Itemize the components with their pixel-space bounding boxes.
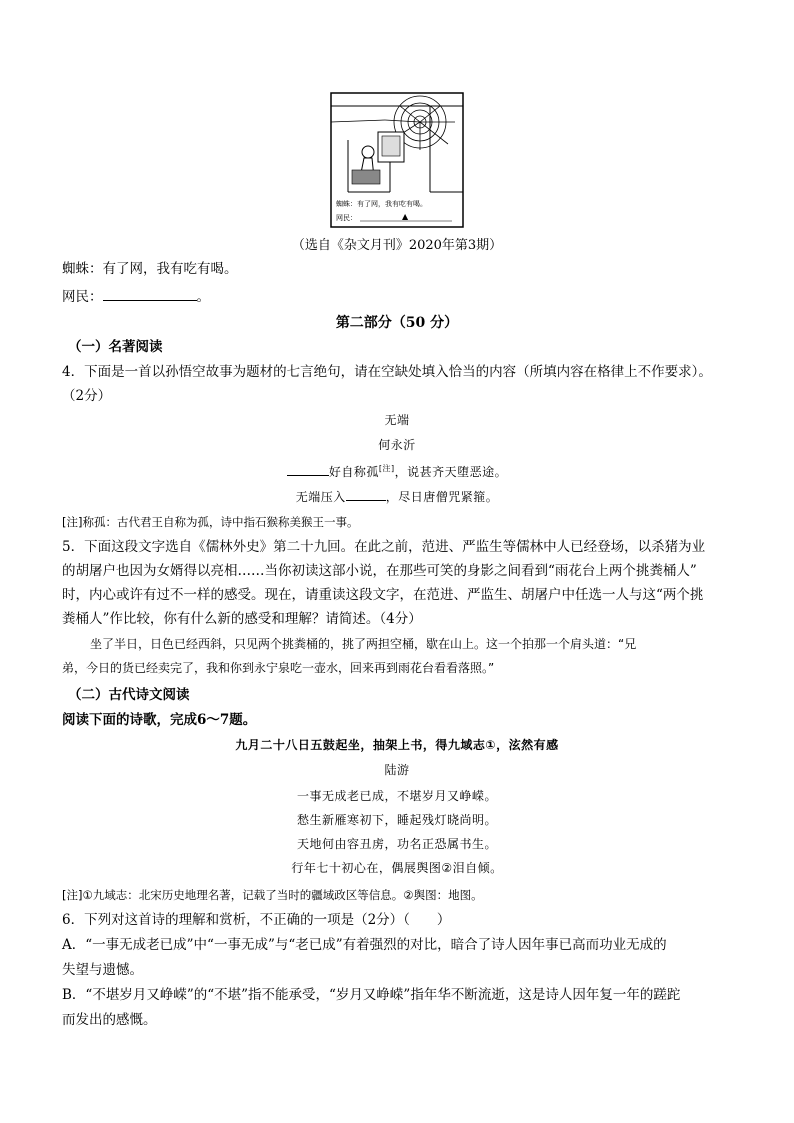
spider-line: 蜘蛛：有了网，我有吃有喝。 — [62, 261, 238, 277]
q5-line3: 时，内心或许有过不一样的感受。现在，请重读这段文字，在范进、严监生、胡屠户中任选一人与这“两个挑 — [62, 587, 704, 603]
spider-web-cartoon — [330, 92, 464, 228]
netizen-end: 。 — [196, 289, 210, 305]
poem1-line2 — [0, 486, 794, 505]
poem2-title: 九月二十八日五鼓起坐，抽架上书，得九域志①，泫然有感 — [235, 738, 559, 752]
cartoon-caption: （选自《杂文月刊》2020年第3期） — [291, 238, 503, 253]
poem2-line3: 天地何由容丑虏，功名正恐属书生。 — [296, 837, 497, 851]
poem2-line2: 愁生新雁寒初下，睡起残灯晓尚明。 — [296, 813, 497, 827]
poem1-note-mark: [注] — [378, 464, 395, 473]
quote-line1: 坐了半日，日色已经西斜，只见两个挑粪桶的，挑了两担空桶，歇在山上。这一个拍那一个肩头道：“兄 — [90, 637, 637, 651]
option-b-line2: 而发出的感慨。 — [62, 1012, 157, 1028]
section1-title: （一）名著阅读 — [68, 339, 163, 355]
poem2-line1: 一事无成老已成，不堪岁月又峥嵘。 — [296, 789, 497, 803]
netizen-label: 网民： — [62, 289, 103, 305]
poem1-line1-text: 好自称孤 — [328, 465, 379, 479]
cartoon-text-2-mark: ▲ — [402, 212, 409, 221]
note2: [注]①九域志：北宋历史地理名著，记载了当时的疆域政区等信息。②舆图：地图。 — [62, 888, 483, 902]
poem1-line1-end: ，说甚齐天堕恶途。 — [394, 465, 508, 479]
q5-line1: 5．下面这段文字选自《儒林外史》第二十九回。在此之前，范进、严监生等儒林中人已经登场，以杀猪为业 — [62, 539, 706, 555]
q6-stem: 6．下列对这首诗的理解和赏析，不正确的一项是（2分）（ ） — [62, 912, 451, 928]
section2-instruction: 阅读下面的诗歌，完成6～7题。 — [62, 712, 257, 728]
option-a-line2: 失望与遗憾。 — [62, 962, 143, 978]
note1: [注]称孤：古代君王自称为孤，诗中指石猴称美猴王一事。 — [62, 515, 359, 529]
poem1-line1 — [0, 461, 794, 480]
poem1-author: 何永沂 — [378, 438, 416, 452]
cartoon-text-2-label: 网民： — [336, 214, 357, 222]
poem1-blank1[interactable] — [287, 461, 329, 476]
poem1-line2-text: 无端压入 — [295, 490, 346, 504]
cartoon-text-1: 蜘蛛：有了网，我有吃有喝。 — [336, 200, 427, 208]
netizen-answer-blank[interactable] — [103, 286, 197, 301]
q5-line2: 的胡屠户也因为女婿得以亮相……当你初读这部小说，在那些可笑的身影之间看到“雨花台上两个挑粪桶人” — [62, 563, 697, 579]
poem1-blank2[interactable] — [346, 486, 386, 501]
q4-line1: 4．下面是一首以孙悟空故事为题材的七言绝句，请在空缺处填入恰当的内容（所填内容在格律上不作要求）。 — [62, 364, 712, 380]
option-a-line1: A．“一事无成老已成”中“一事无成”与“老已成”有着强烈的对比，暗合了诗人因年事已高而功业无成的 — [62, 937, 667, 953]
part2-title: 第二部分（50 分） — [335, 315, 459, 331]
option-b-line1: B．“不堪岁月又峥嵘”的“不堪”指不能承受，“岁月又峥嵘”指年华不断流逝，这是诗人因年复一年的蹉跎 — [62, 987, 681, 1003]
q4-line2: （2分） — [62, 388, 112, 404]
poem2-author: 陆游 — [384, 763, 410, 777]
poem1-line2-end: ，尽日唐僧咒紧箍。 — [385, 490, 499, 504]
quote-line2: 弟，今日的货已经卖完了，我和你到永宁泉吃一壶水，回来再到雨花台看看落照。” — [62, 661, 495, 675]
q5-line4: 粪桶人”作比较，你有什么新的感受和理解？请简述。（4分） — [62, 611, 422, 627]
poem1-title: 无端 — [384, 413, 410, 427]
section2-title: （二）古代诗文阅读 — [68, 687, 190, 703]
netizen-line — [62, 286, 210, 307]
poem2-line4: 行年七十初心在，偶展舆图②泪自倾。 — [291, 861, 503, 875]
